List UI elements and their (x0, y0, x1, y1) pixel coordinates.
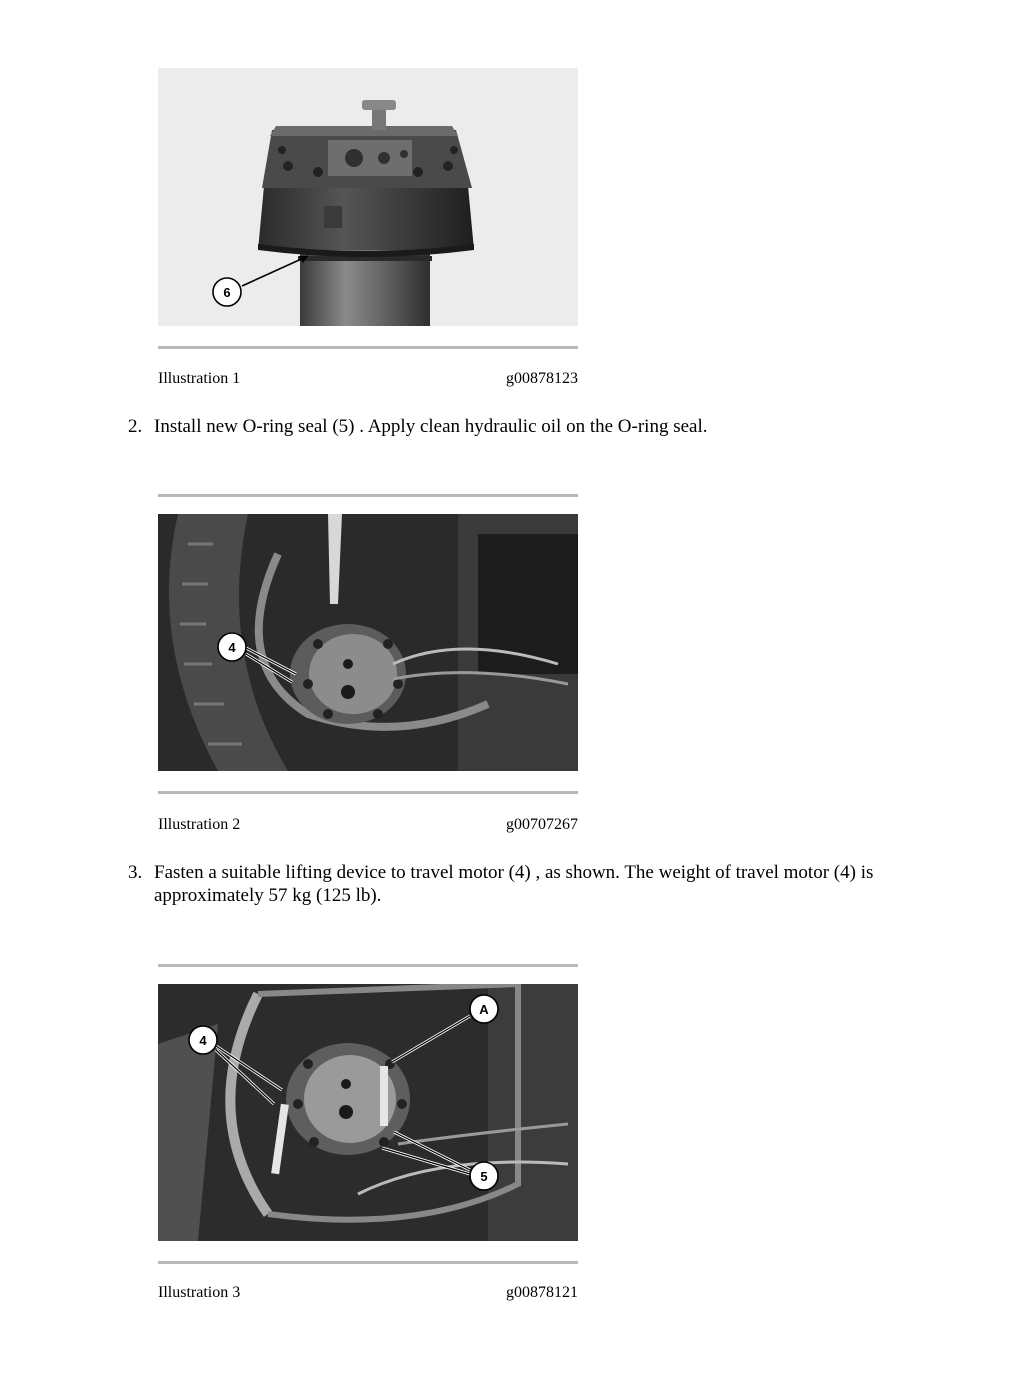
figure-divider (158, 791, 578, 794)
callout-4-label: 4 (228, 640, 236, 655)
illustration-label: Illustration 3 (158, 1284, 241, 1301)
figure-divider (158, 346, 578, 349)
figure-divider (158, 1261, 578, 1264)
illustration-label: Illustration 1 (158, 370, 241, 387)
travel-motor-lifting-photo (158, 514, 578, 771)
callout-6-label: 6 (223, 285, 231, 300)
step-text: Install new O-ring seal (5) . Apply clean hydraulic oil on the O-ring seal. (154, 416, 708, 437)
callout-4-label: 4 (199, 1033, 207, 1048)
graphic-id: g00878123 (506, 370, 578, 387)
illustration-label: Illustration 2 (158, 816, 241, 833)
illustration-3-photo (158, 984, 578, 1241)
illustration-2-photo (158, 514, 578, 771)
graphic-id: g00878121 (506, 1284, 578, 1301)
step-number: 3. (128, 862, 143, 883)
step-text: Fasten a suitable lifting device to travel motor (4) , as shown. The weight of travel motor (4) is approximately 57 kg (125 lb). (154, 862, 874, 906)
travel-motor-bolts-photo (158, 984, 578, 1241)
graphic-id: g00707267 (506, 816, 578, 833)
figure-divider (158, 494, 578, 497)
travel-motor-photo (158, 68, 578, 326)
figure-divider (158, 964, 578, 967)
callout-5-label: 5 (480, 1169, 488, 1184)
step-number: 2. (128, 416, 143, 437)
illustration-1-photo (158, 68, 578, 326)
callout-a-label: A (479, 1002, 489, 1017)
